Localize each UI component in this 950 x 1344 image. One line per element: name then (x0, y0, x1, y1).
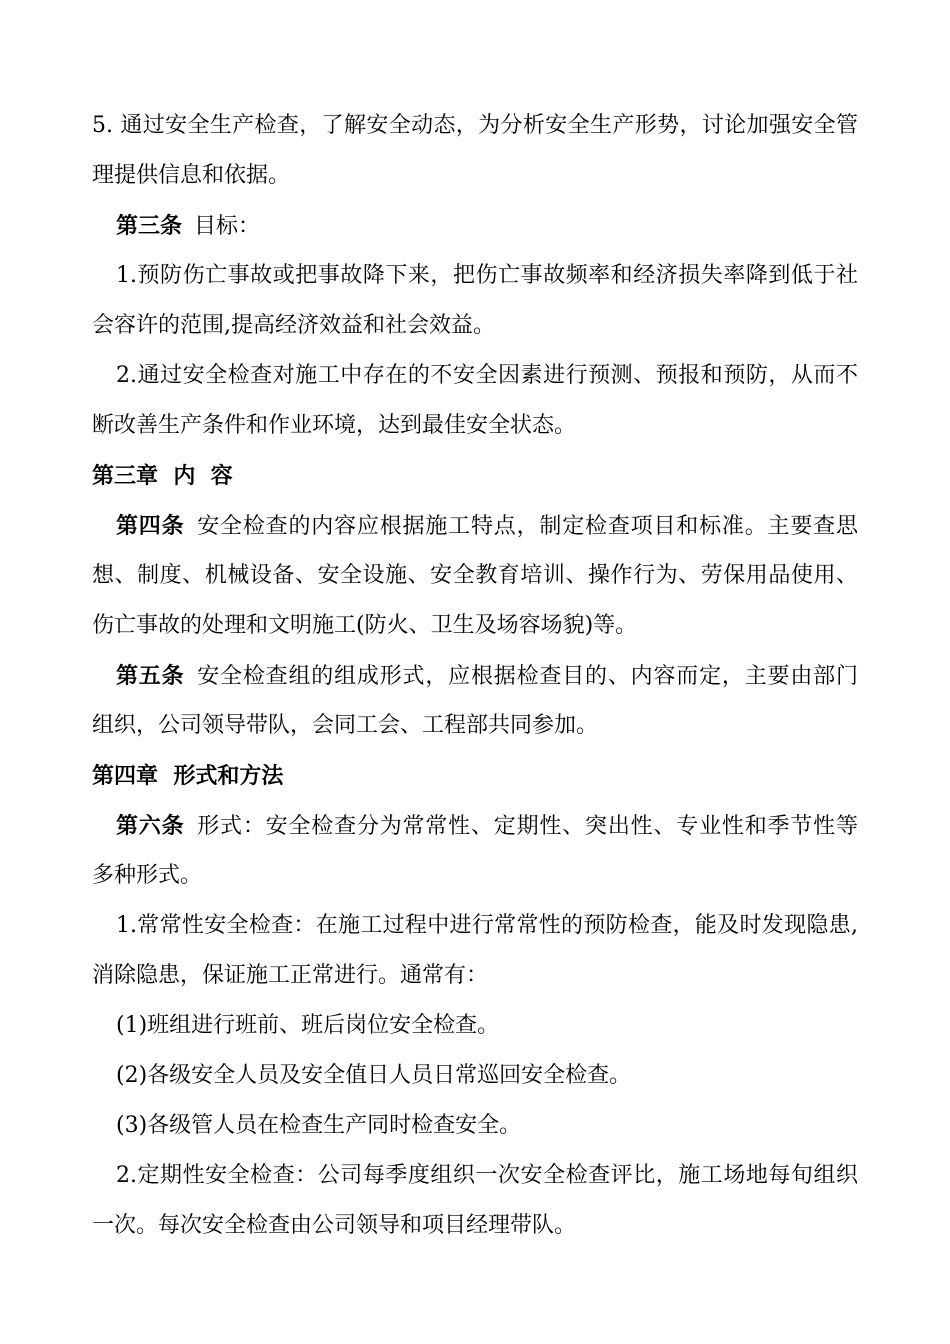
paragraph-line (92, 601, 858, 651)
line-text: (2)各级安全人员及安全值日人员日常巡回安全检查。 (116, 1063, 632, 1088)
list-item (92, 1001, 858, 1051)
line-text: 伤亡事故的处理和文明施工(防火、卫生及场容场貌)等。 (92, 613, 638, 638)
paragraph-line (92, 351, 858, 401)
line-text: (1)班组进行班前、班后岗位安全检查。 (116, 1013, 500, 1038)
paragraph-line (92, 101, 858, 151)
line-text: 形式：安全检查分为常常性、定期性、突出性、专业性和季节性等 (196, 814, 858, 839)
article-label: 第四条 (116, 513, 185, 539)
line-text: 安全检查的内容应根据施工特点，制定检查项目和标准。主要查思 (196, 514, 858, 539)
paragraph-line (92, 851, 858, 901)
paragraph-line (92, 301, 858, 351)
article-heading-line (92, 201, 858, 251)
paragraph-line (92, 951, 858, 1001)
line-text: 2.通过安全检查对施工中存在的不安全因素进行预测、预报和预防，从而不 (116, 363, 858, 388)
line-text: 安全检查组的组成形式，应根据检查目的、内容而定，主要由部门 (196, 664, 858, 689)
paragraph-line (92, 1201, 858, 1251)
article-heading-line (92, 801, 858, 851)
line-text: 一次。每次安全检查由公司领导和项目经理带队。 (92, 1213, 577, 1238)
article-label: 第五条 (116, 663, 185, 689)
line-text: 1.预防伤亡事故或把事故降下来，把伤亡事故频率和经济损失率降到低于社 (116, 263, 858, 288)
list-item (92, 1101, 858, 1151)
line-text: 2.定期性安全检查：公司每季度组织一次安全检查评比，施工场地每旬组织 (116, 1163, 858, 1188)
article-label: 第三条 (116, 213, 183, 239)
line-text: 组织，公司领导带队，会同工会、工程部共同参加。 (92, 713, 599, 738)
paragraph-line (92, 401, 858, 451)
article-heading-line (92, 501, 858, 551)
list-item (92, 1051, 858, 1101)
line-text: 断改善生产条件和作业环境，达到最佳安全状态。 (92, 413, 577, 438)
line-text: (3)各级管人员在检查生产同时检查安全。 (116, 1113, 522, 1138)
paragraph-line (92, 701, 858, 751)
chapter-heading (92, 751, 858, 801)
line-text: 5. 通过安全生产检查，了解安全动态，为分析安全生产形势，讨论加强安全管 (92, 113, 858, 138)
chapter-title: 第三章 内 容 (92, 463, 233, 489)
paragraph-line (92, 151, 858, 201)
article-label: 第六条 (116, 813, 185, 839)
paragraph-line (92, 901, 858, 951)
article-heading-line (92, 651, 858, 701)
document-page (92, 101, 858, 1251)
line-text: 多种形式。 (92, 863, 203, 888)
line-text: 消除隐患，保证施工正常进行。通常有： (92, 963, 489, 988)
line-text: 目标： (194, 214, 261, 239)
line-text: 1.常常性安全检查：在施工过程中进行常常性的预防检查，能及时发现隐患, (116, 913, 858, 938)
paragraph-line (92, 251, 858, 301)
chapter-heading (92, 451, 858, 501)
line-text: 会容许的范围,提高经济效益和社会效益。 (92, 313, 495, 338)
paragraph-line (92, 1151, 858, 1201)
line-text: 想、制度、机械设备、安全设施、安全教育培训、操作行为、劳保用品使用、 (92, 563, 858, 588)
chapter-title: 第四章 形式和方法 (92, 763, 284, 789)
paragraph-line (92, 551, 858, 601)
line-text: 理提供信息和依据。 (92, 163, 291, 188)
